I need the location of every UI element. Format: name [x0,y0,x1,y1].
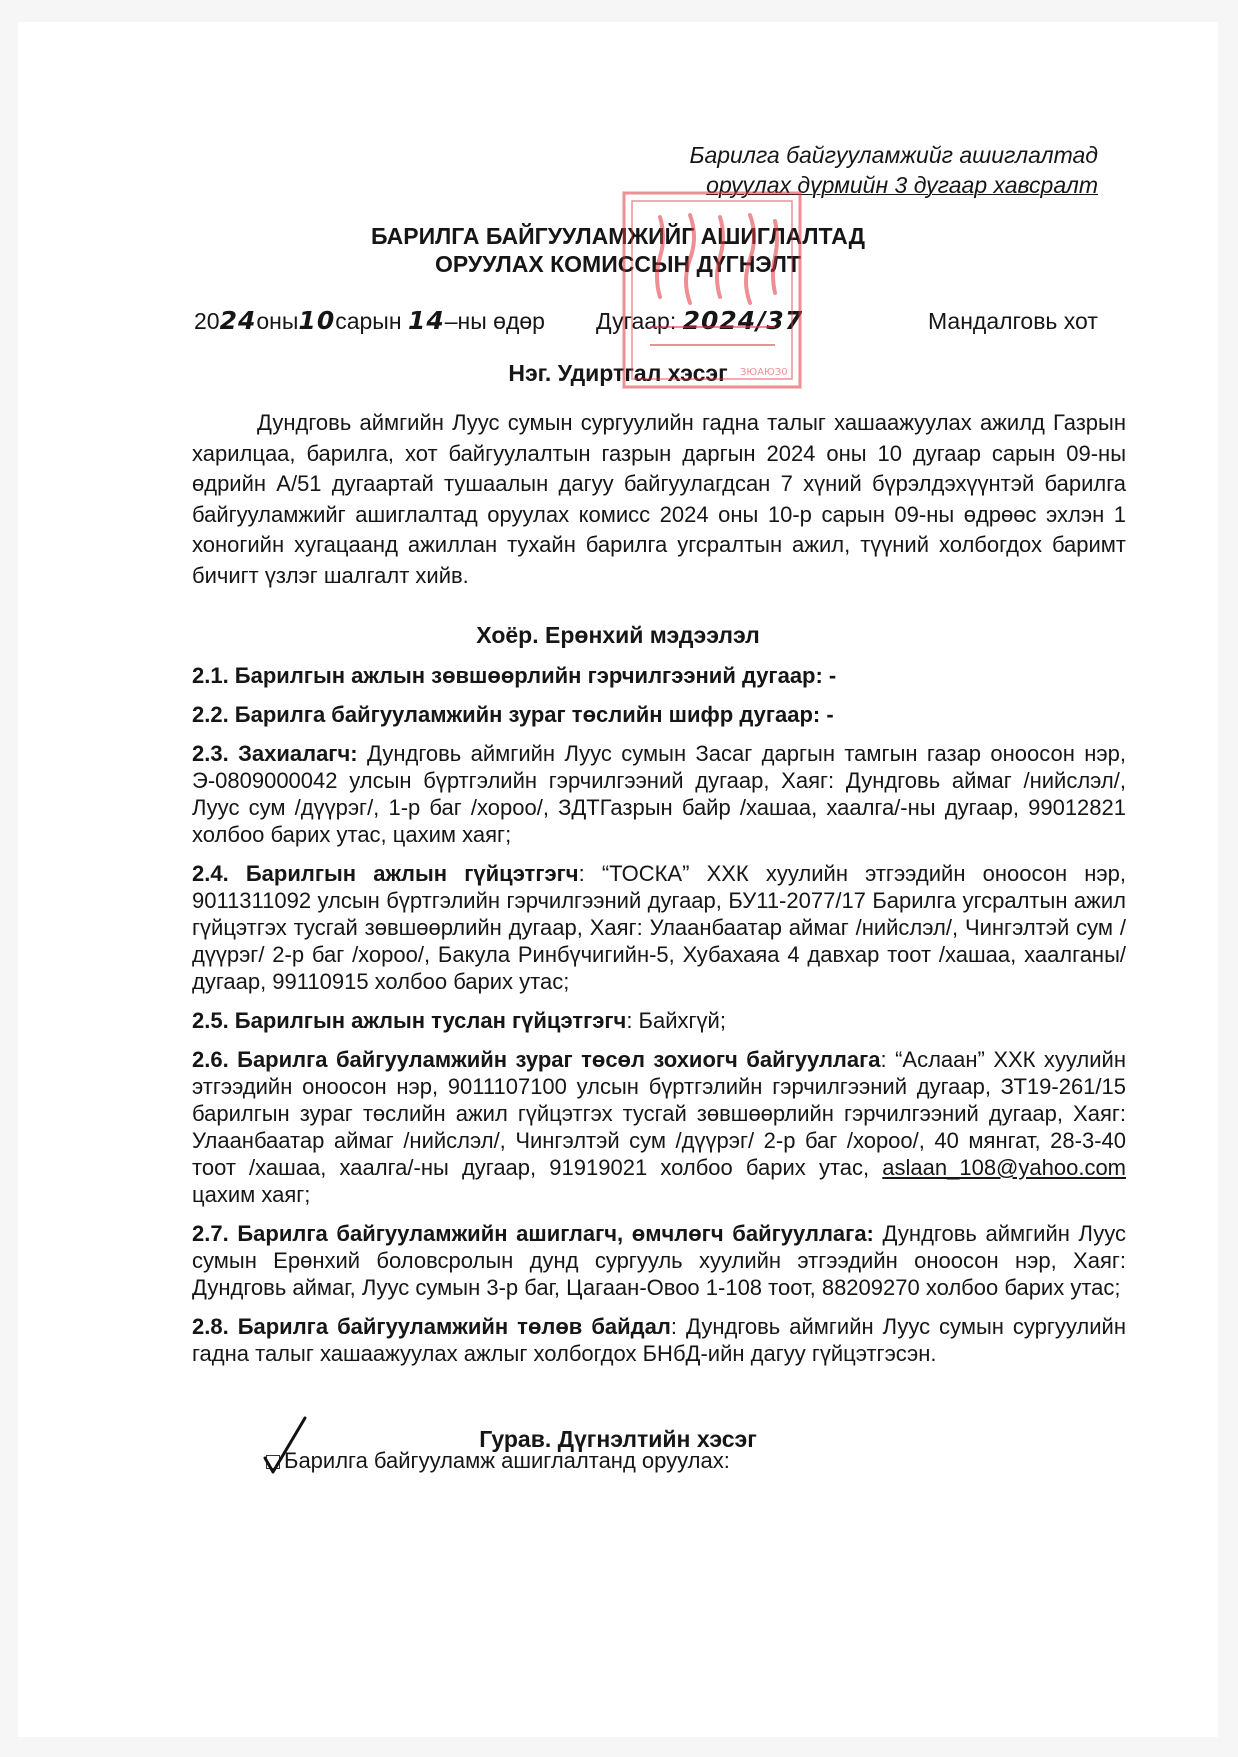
info-item-2-4 [192,860,1126,995]
title-line-2: ОРУУЛАХ КОМИССЫН ДҮГНЭЛТ [434,251,801,277]
official-stamp [620,187,805,392]
section-1-heading: Нэг. Удиртгал хэсэг [508,360,728,386]
info-item-2-3 [192,740,1126,848]
info-item-2-1 [192,662,1126,689]
info-item-2-8 [192,1313,1126,1367]
item-label: 2.6. Барилга байгууламжийн зураг төсөл зохиогч байгууллага [192,1047,881,1072]
item-label: 2.3. Захиалагч: [192,741,358,766]
year-handwritten: 24 [219,306,257,335]
item-label: 2.5. Барилгын ажлын туслан гүйцэтгэгч [192,1008,627,1033]
item-label: 2.4. Барилгын ажлын гүйцэтгэгч [192,861,579,886]
month-suffix: сарын [335,308,402,334]
item-label: 2.1. Барилгын ажлын зөвшөөрлийн гэрчилгээний дугаар: - [192,663,837,688]
info-item-2-2 [192,701,1126,728]
item-text: Дундговь аймгийн Луус сумын Ерөнхий боловсролын дунд сургууль хуулийн этгээдийн оноосон нэр, Хаяг: Дундговь аймаг, Луус сумын 3-р баг, Цагаан-Овоо 1-108 тоот, 88209270 холбоо барих утас; [192,1221,1126,1300]
item-label: 2.2. Барилга байгууламжийн зураг төслийн шифр дугаар: - [192,702,834,727]
section-3-heading: Гурав. Дүгнэлтийн хэсэг [479,1426,757,1452]
day-handwritten: 14 [407,306,445,335]
checkbox[interactable] [266,1455,280,1469]
section-2-heading: Хоёр. Ерөнхий мэдээлэл [476,622,760,648]
item-text: : Байхгүй; [626,1008,726,1033]
document-date [194,304,545,338]
info-item-2-5 [192,1007,1126,1034]
year-prefix: 20 [194,308,220,334]
section-1-text: Дундговь аймгийн Луус сумын сургуулийн гадна талыг хашаажуулах ажилд Газрын харилцаа, барилга, хот байгуулалтын газрын даргын 2024 оны 10 дугаар сарын 09-ны өдрийн А/51 дугаартай тушаалын дагуу байгуулагдсан 7 хүний бүрэлдэхүүнтэй барилга байгууламжийг ашиглалтад оруулах комисс 2024 оны 10-р сарын 09-ны өдрөөс эхлэн 1 хоногийн хугацаанд ажиллан тухайн барилга угсралтын ажил, түүний холбогдох баримт бичигт үзлэг шалгалт хийв. [192,410,1126,588]
document-meta-row [18,304,1218,344]
email-link[interactable]: aslaan_108@yahoo.com [882,1155,1126,1180]
item-text: : “Аслаан” ХХК хуулийн этгээдийн оноосон нэр, 9011107100 улсын бүртгэлийн гэрчилгээний дугаар, ЗТ19-261/15 барилгын зураг төслийн ажил гүйцэтгэх тусгай зөвшөөрлийн гэрчилгээний дугаар, Хаяг: Улаанбаатар аймаг /нийслэл/, Чингэлтэй сум /дүүрэг/ 2-р баг /хороо/, 40 мянгат, 28-3-40 тоот /хашаа, хаалга/-ны дугаар, 91919021 холбоо барих утас, [192,1047,1126,1180]
day-suffix: –ны өдөр [444,308,545,334]
document-title [18,222,1218,278]
year-suffix: оны [256,308,299,334]
item-text: : “ТОСКА” ХХК хуулийн этгээдийн оноосон нэр, 9011311092 улсын бүртгэлийн гэрчилгээний дугаар, БУ11-2077/17 Барилга угсралтын ажил гүйцэтгэх тусгай зөвшөөрлийн дугаар, Хаяг: Улаанбаатар аймаг /нийслэл/, Чингэлтэй сум /дүүрэг/ 2-р баг /хороо/, Бакула Ринбүчигийн-5, Хубахаяа 4 давхар тоот /хашаа, хаалганы/ дугаар, 99110915 холбоо барих утас; [192,861,1126,994]
item-text: Дундговь аймгийн Луус сумын Засаг даргын тамгын газар оноосон нэр, Э-0809000042 улсын бүртгэлийн гэрчилгээний дугаар, Хаяг: Дундговь аймаг /нийслэл/, Луус сум /дүүрэг/, 1-р баг /хороо/, ЗДТГазрын байр /хашаа, хаалга/-ны дугаар, 99012821 холбоо барих утас, цахим хаяг; [192,741,1126,847]
number-label: Дугаар: [596,308,677,334]
month-handwritten: 10 [298,306,336,335]
item-label: 2.8. Барилга байгууламжийн төлөв байдал [192,1314,671,1339]
title-line-1: БАРИЛГА БАЙГУУЛАМЖИЙГ АШИГЛАЛТАД [371,223,865,249]
item-text: : Дундговь аймгийн Луус сумын сургуулийн гадна талыг хашаажуулах ажлыг холбогдох БНбД-ийн дагуу гүйцэтгэсэн. [192,1314,1126,1366]
stamp-serial: ЗЮАЮЗ0 [740,367,788,378]
item-text-after: цахим хаяг; [192,1182,311,1207]
commission-option[interactable] [266,1447,730,1475]
checkmark-icon [261,1416,311,1476]
document-city: Мандалговь хот [928,308,1098,334]
option-label: Барилга байгууламж ашиглалтанд оруулах: [284,1448,730,1473]
annex-line-2: оруулах дүрмийн 3 дугаар хавсралт [706,172,1098,198]
item-label: 2.7. Барилга байгууламжийн ашиглагч, өмчлөгч байгууллага: [192,1221,874,1246]
info-item-2-7 [192,1220,1126,1301]
info-item-2-6 [192,1046,1126,1208]
number-handwritten: 2024/37 [682,306,804,335]
annex-line-1: Барилга байгууламжийг ашиглалтад [689,142,1098,168]
document-page [18,22,1218,1737]
general-info-list [192,662,1126,1379]
